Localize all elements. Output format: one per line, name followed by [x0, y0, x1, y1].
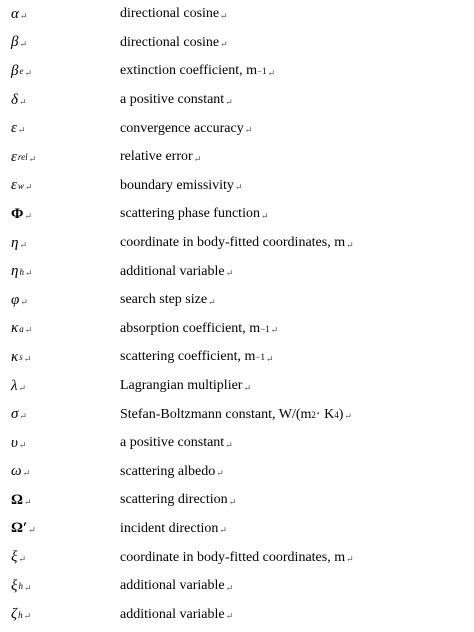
nomenclature-row — [0, 257, 474, 286]
nomenclature-row — [0, 143, 474, 172]
symbol: δ ↵ — [11, 91, 27, 108]
nomenclature-row — [0, 200, 474, 229]
symbol: σ ↵ — [11, 406, 27, 423]
description: scattering phase function ↵ — [120, 206, 269, 222]
nomenclature-row — [0, 229, 474, 258]
description: boundary emissivity ↵ — [120, 177, 243, 193]
description: scattering direction ↵ — [120, 492, 237, 508]
symbol: ξ ↵ — [11, 549, 26, 566]
description: additional variable ↵ — [120, 578, 234, 594]
description: search step size ↵ — [120, 292, 216, 308]
nomenclature-row — [0, 600, 474, 629]
symbol: ε rel ↵ — [11, 148, 37, 165]
symbol: ξ h ↵ — [11, 577, 32, 594]
nomenclature-row — [0, 315, 474, 344]
description: scattering coefficient, m −1 ↵ — [120, 349, 274, 365]
description: convergence accuracy ↵ — [120, 120, 253, 136]
nomenclature-row — [0, 57, 474, 86]
nomenclature-row — [0, 372, 474, 401]
description: directional cosine ↵ — [120, 6, 228, 22]
nomenclature-row — [0, 0, 474, 29]
symbol: ε w ↵ — [11, 177, 33, 194]
nomenclature-row — [0, 86, 474, 115]
description: a positive constant ↵ — [120, 435, 233, 451]
symbol: Φ ↵ — [11, 205, 32, 222]
description: directional cosine ↵ — [120, 34, 228, 50]
description: Stefan-Boltzmann constant, W/(m 2 · K 4 ) ↵ — [120, 406, 352, 422]
description: incident direction ↵ — [120, 520, 227, 536]
nomenclature-row — [0, 29, 474, 58]
description: additional variable ↵ — [120, 606, 234, 622]
description: scattering albedo ↵ — [120, 463, 224, 479]
symbol: β ↵ — [11, 34, 28, 51]
nomenclature-row — [0, 114, 474, 143]
description: relative error ↵ — [120, 149, 202, 165]
symbol: β e ↵ — [11, 62, 33, 79]
nomenclature-row — [0, 572, 474, 601]
symbol: η ↵ — [11, 234, 27, 251]
symbol: φ ↵ — [11, 291, 28, 308]
symbol: Ω ↵ — [11, 491, 32, 508]
nomenclature-row — [0, 286, 474, 315]
symbol: ε ↵ — [11, 120, 26, 137]
description: additional variable ↵ — [120, 263, 234, 279]
description: extinction coefficient, m −1 ↵ — [120, 63, 276, 79]
nomenclature-row — [0, 458, 474, 487]
symbol: ζ h ↵ — [11, 606, 32, 623]
description: coordinate in body-fitted coordinates, m ↵ — [120, 549, 354, 565]
symbol: ω ↵ — [11, 463, 31, 480]
nomenclature-row — [0, 515, 474, 544]
description: Lagrangian multiplier ↵ — [120, 378, 252, 394]
symbol: λ ↵ — [11, 377, 27, 394]
nomenclature-row — [0, 486, 474, 515]
description: absorption coefficient, m −1 ↵ — [120, 320, 279, 336]
description: a positive constant ↵ — [120, 92, 233, 108]
symbol: κ a ↵ — [11, 320, 33, 337]
nomenclature-row — [0, 343, 474, 372]
symbol: α ↵ — [11, 5, 28, 22]
nomenclature-row — [0, 172, 474, 201]
nomenclature-row — [0, 400, 474, 429]
nomenclature-row — [0, 429, 474, 458]
symbol: η h ↵ — [11, 263, 33, 280]
nomenclature-row — [0, 543, 474, 572]
symbol: υ ↵ — [11, 434, 27, 451]
symbol: Ω′ ↵ — [11, 520, 36, 537]
symbol: κ s ↵ — [11, 348, 32, 365]
description: coordinate in body-fitted coordinates, m ↵ — [120, 235, 354, 251]
